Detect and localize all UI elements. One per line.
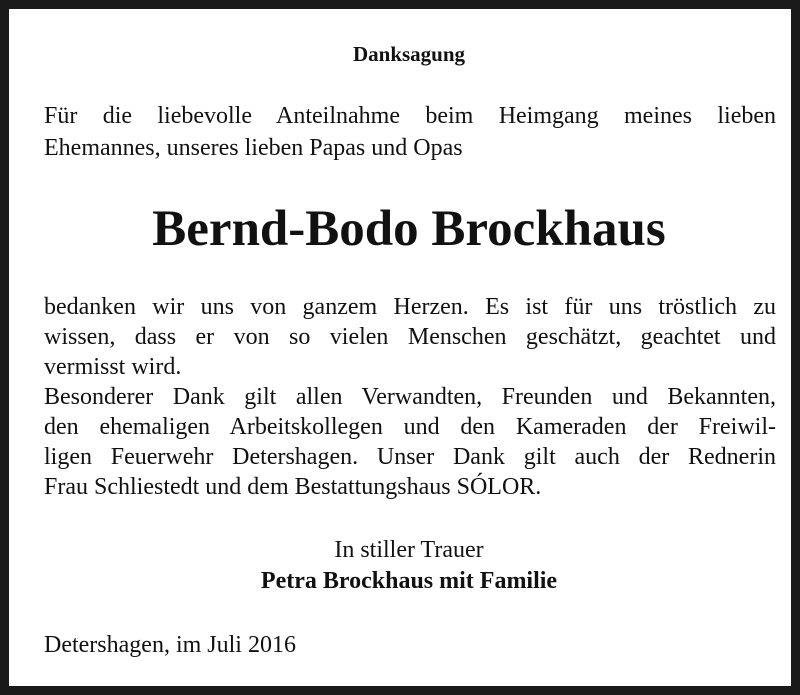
intro-line-1: Für die liebevolle Anteilnahme beim Heimgang meines lieben [44, 103, 776, 129]
signature: Petra Brockhaus mit Familie [260, 568, 558, 594]
body-line-6: ligen Feuerwehr Detershagen. Unser Dank gilt auch der Rednerin [44, 444, 776, 470]
body-line-4: Besonderer Dank gilt allen Verwandten, Freunden und Bekannten, [44, 384, 776, 410]
deceased-name: Bernd-Bodo Brockhaus [152, 201, 666, 257]
body-line-2: wissen, dass er von so vielen Menschen geschätzt, geachtet und [44, 324, 776, 350]
body-line-5: den ehemaligen Arbeitskollegen und den Kameraden der Freiwil- [44, 414, 776, 440]
body-line-7: Frau Schliestedt und dem Bestattungshaus SÓLOR. [44, 474, 542, 500]
notice-heading: Danksagung [352, 42, 466, 66]
body-line-3: vermisst wird. [44, 354, 182, 380]
mourning-phrase: In stiller Trauer [334, 537, 484, 563]
place-date: Detershagen, im Juli 2016 [44, 632, 296, 658]
body-line-1: bedanken wir uns von ganzem Herzen. Es ist für uns tröstlich zu [44, 294, 776, 320]
intro-line-2: Ehemannes, unseres lieben Papas und Opas [44, 135, 463, 161]
